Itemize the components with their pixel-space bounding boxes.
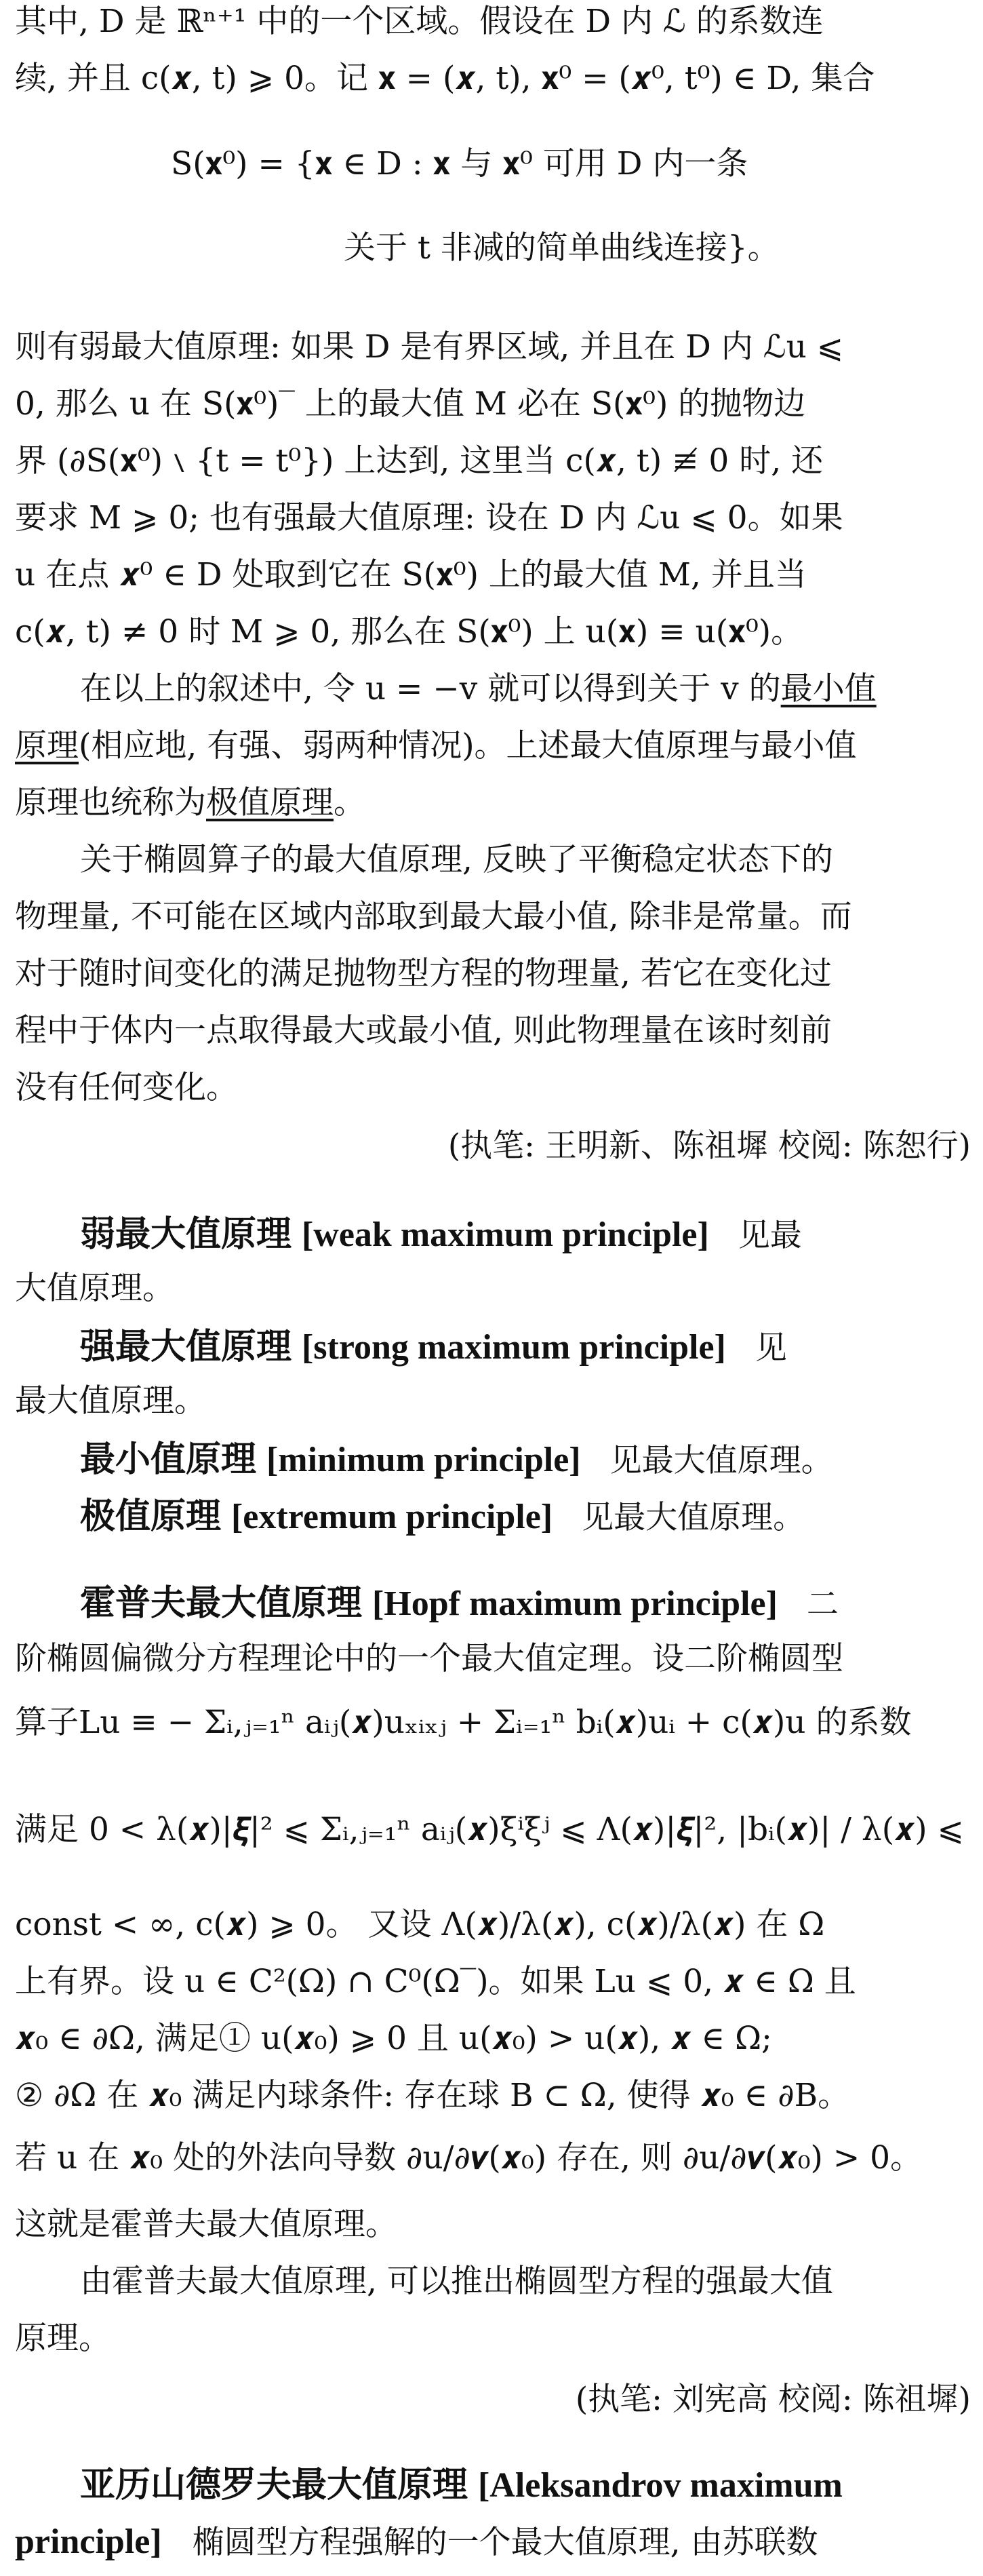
entry-heading — [80, 1499, 805, 1535]
text-line[interactable]: 大值原理。 — [15, 1270, 174, 1307]
formula-line: 满足 0 < λ(𝒙)|𝝃|² ⩽ Σᵢ,ⱼ₌₁ⁿ aᵢⱼ(𝒙)ξⁱξʲ ⩽ Λ(𝒙)|𝝃|², |bᵢ(𝒙)| / λ(𝒙) ⩽ — [15, 1811, 964, 1848]
text-line — [15, 784, 365, 821]
entry-heading — [80, 2467, 843, 2503]
text-line: 程中于体内一点取得最大或最小值, 则此物理量在该时刻前 — [15, 1012, 832, 1049]
cross-reference[interactable]: 见最 — [738, 1217, 802, 1254]
text-line: 没有任何变化。 — [15, 1069, 238, 1106]
text-line — [15, 2524, 818, 2560]
text-span: 椭圆型方程强解的一个最大值原理, 由苏联数 — [192, 2524, 818, 2561]
entry-title-zh: 强最大值原理 — [80, 1327, 292, 1367]
text-line: 这就是霍普夫最大值原理。 — [15, 2206, 397, 2243]
text-line: 上有界。设 u ∈ C²(Ω) ∩ C⁰(Ω‾)。如果 Lu ⩽ 0, 𝒙 ∈ Ω 且 — [15, 1963, 856, 2000]
entry-title-zh: 最小值原理 — [80, 1440, 257, 1479]
text-line: c(𝒙, t) ≠ 0 时 M ⩾ 0, 那么在 S(𝐱⁰) 上 u(𝐱) ≡ u(𝐱⁰)。 — [15, 613, 803, 650]
text-span: (相应地, 有强、弱两种情况)。上述最大值原理与最小值 — [79, 727, 857, 764]
text-line — [15, 727, 857, 764]
author-credit: (执笔: 王明新、陈祖墀 校阅: 陈恕行) — [447, 1127, 971, 1165]
text-line: ② ∂Ω 在 𝒙₀ 满足内球条件: 存在球 B ⊂ Ω, 使得 𝒙₀ ∈ ∂B。 — [15, 2077, 850, 2114]
text-span: 原理也统称为 — [15, 784, 206, 821]
entry-heading — [80, 1442, 833, 1478]
entry-title-zh: 弱最大值原理 — [80, 1215, 292, 1254]
text-span: 二 — [806, 1586, 839, 1623]
set-definition-line: S(𝐱⁰) = {𝐱 ∈ D : 𝐱 与 𝐱⁰ 可用 D 内一条 — [171, 145, 748, 182]
text-line: 关于椭圆算子的最大值原理, 反映了平衡稳定状态下的 — [80, 841, 833, 878]
text-span: 。 — [334, 784, 365, 821]
text-line[interactable]: 最大值原理。 — [15, 1382, 206, 1420]
entry-title-en: [extremum principle] — [230, 1498, 553, 1536]
text-line: 物理量, 不可能在区域内部取到最大最小值, 除非是常量。而 — [15, 898, 852, 935]
entry-heading — [80, 1217, 802, 1253]
term-link[interactable]: 原理 — [15, 727, 79, 764]
text-line: 0, 那么 u 在 S(𝐱⁰)‾ 上的最大值 M 必在 S(𝐱⁰) 的抛物边 — [15, 385, 806, 423]
text-span: 由霍普夫最大值原理, 可以推出椭圆型方程的 — [80, 2263, 706, 2300]
entry-title-en: [weak maximum principle] — [301, 1215, 709, 1254]
cross-reference[interactable]: 见 — [755, 1329, 787, 1367]
formula-line: 若 u 在 𝒙₀ 处的外法向导数 ∂u/∂𝝂(𝒙₀) 存在, 则 ∂u/∂𝝂(𝒙₀) > 0。 — [15, 2139, 923, 2177]
text-line: 𝒙₀ ∈ ∂Ω, 满足① u(𝒙₀) ⩾ 0 且 u(𝒙₀) > u(𝒙), 𝒙 ∈ Ω; — [15, 2020, 772, 2057]
entry-title-zh: 极值原理 — [80, 1497, 222, 1536]
text-line: 其中, D 是 ℝⁿ⁺¹ 中的一个区域。假设在 D 内 ℒ 的系数连 — [15, 3, 824, 40]
text-line: 界 (∂S(𝐱⁰) ∖ {t = t⁰}) 上达到, 这里当 c(𝒙, t) ≢ 0 时, 还 — [15, 442, 824, 480]
author-credit: (执笔: 刘宪高 校阅: 陈祖墀) — [575, 2381, 971, 2418]
text-line: 对于随时间变化的满足抛物型方程的物理量, 若它在变化过 — [15, 955, 832, 992]
entry-heading — [80, 1329, 787, 1365]
set-definition-line: 关于 t 非减的简单曲线连接}。 — [344, 229, 780, 267]
entry-title-en: [minimum principle] — [266, 1441, 581, 1479]
cross-reference[interactable]: 见最大值原理。 — [582, 1499, 805, 1536]
text-line — [80, 2263, 833, 2300]
cross-reference[interactable]: 见最大值原理。 — [609, 1442, 833, 1479]
text-line: 则有弱最大值原理: 如果 D 是有界区域, 并且在 D 内 ℒu ⩽ — [15, 328, 844, 366]
text-span: 在以上的叙述中, 令 u = −v 就可以得到关于 v 的 — [80, 670, 781, 707]
text-line: 阶椭圆偏微分方程理论中的一个最大值定理。设二阶椭圆型 — [15, 1640, 843, 1677]
text-line — [80, 670, 877, 707]
text-line: 要求 M ⩾ 0; 也有强最大值原理: 设在 D 内 ℒu ⩽ 0。如果 — [15, 499, 843, 536]
text-line: 续, 并且 c(𝒙, t) ⩾ 0。记 𝐱 = (𝒙, t), 𝐱⁰ = (𝒙⁰, t⁰) ∈ D, 集合 — [15, 60, 875, 97]
term-link[interactable]: 最小值 — [780, 670, 877, 707]
text-line: 原理。 — [15, 2320, 111, 2357]
text-line: u 在点 𝒙⁰ ∈ D 处取到它在 S(𝐱⁰) 上的最大值 M, 并且当 — [15, 556, 807, 593]
entry-title-en: [Hopf maximum principle] — [372, 1584, 778, 1623]
entry-title-en: [Aleksandrov maximum — [477, 2466, 843, 2505]
entry-title-zh: 霍普夫最大值原理 — [80, 1584, 363, 1623]
entry-title-zh: 亚历山德罗夫最大值原理 — [80, 2465, 468, 2505]
term-reference[interactable]: 强最大值 — [705, 2263, 833, 2300]
term-link[interactable]: 极值原理 — [206, 784, 334, 821]
entry-title-en: [strong maximum principle] — [301, 1328, 726, 1367]
text-line: const < ∞, c(𝒙) ⩾ 0。 又设 Λ(𝒙)/λ(𝒙), c(𝒙)/λ(𝒙) 在 Ω — [15, 1906, 825, 1943]
entry-title-en: principle] — [15, 2522, 162, 2561]
entry-heading — [80, 1586, 839, 1622]
formula-line: 算子Lu ≡ − Σᵢ,ⱼ₌₁ⁿ aᵢⱼ(𝒙)uₓᵢₓⱼ + Σᵢ₌₁ⁿ bᵢ(𝒙)uᵢ + c(𝒙)u 的系数 — [15, 1704, 912, 1741]
